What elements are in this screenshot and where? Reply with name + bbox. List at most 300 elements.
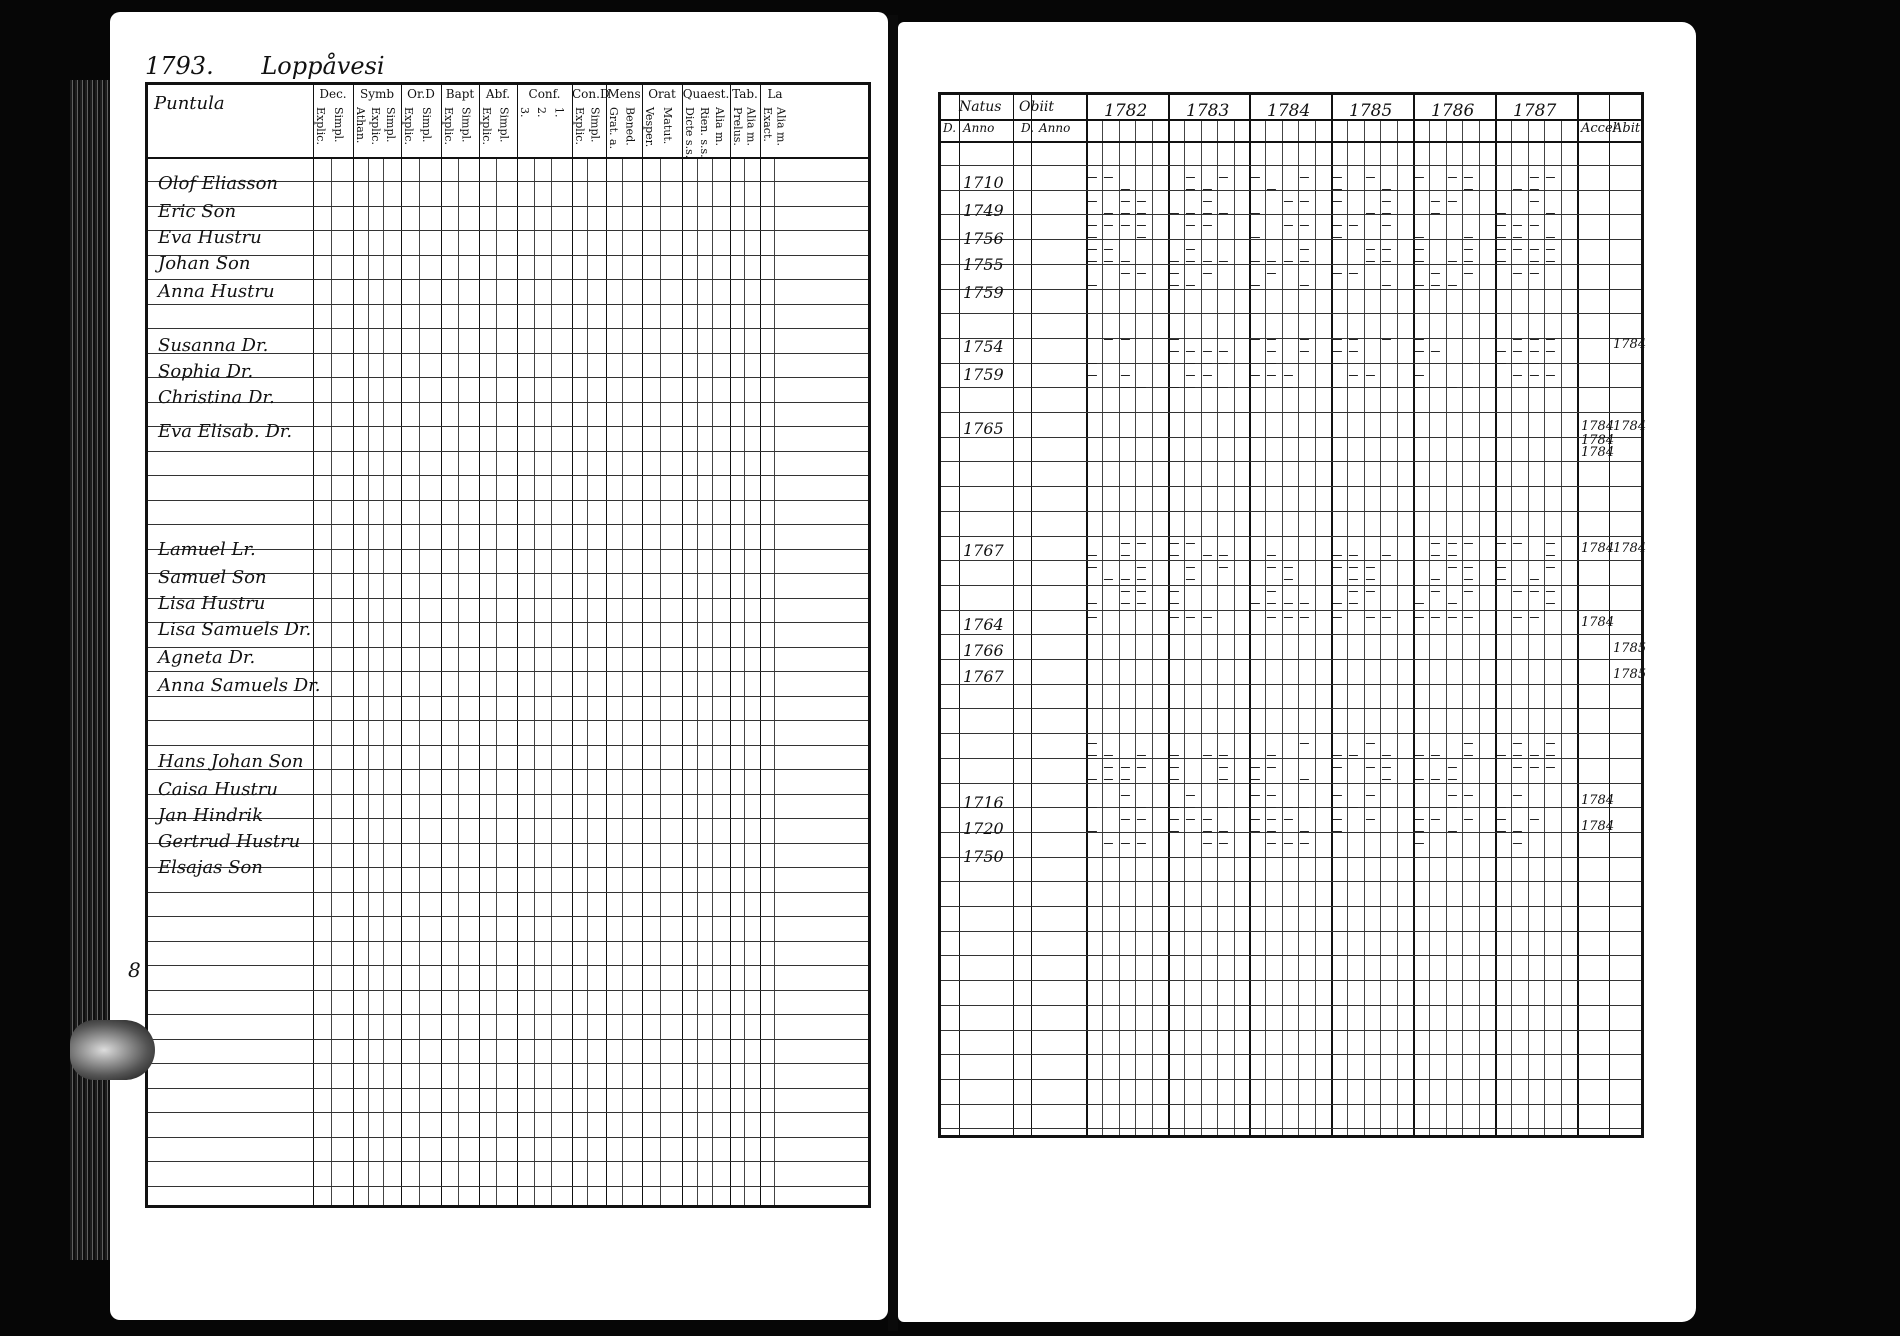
attendance-mark [1104, 241, 1115, 250]
attendance-mark [1366, 571, 1377, 580]
attendance-mark [1415, 835, 1426, 844]
attendance-mark [1251, 759, 1262, 768]
person-name: Eva Hustru [158, 227, 262, 248]
right-page [898, 22, 1696, 1322]
person-name: Lisa Hustru [158, 593, 266, 614]
attendance-mark [1137, 217, 1148, 226]
column-subheader: Explic. [402, 107, 415, 145]
attendance-mark [1088, 823, 1099, 832]
obiit-anno-header: Anno [1039, 121, 1071, 135]
row-rule [148, 524, 868, 525]
left-page-heading [145, 52, 425, 80]
attendance-mark [1513, 759, 1524, 768]
year-header: 1783 [1186, 101, 1230, 121]
attendance-mark [1366, 241, 1377, 250]
person-name: Lamuel Lr. [158, 539, 256, 560]
attendance-mark [1219, 253, 1230, 262]
attendance-mark [1121, 811, 1132, 820]
row-rule [941, 461, 1641, 462]
left-page [110, 12, 888, 1320]
row-rule [941, 1128, 1641, 1129]
birth-year: 1754 [963, 337, 1004, 356]
attendance-mark [1448, 169, 1459, 178]
column-subheader: Simpl. [420, 107, 434, 143]
attendance-mark [1546, 559, 1557, 568]
attendance-mark [1251, 811, 1262, 820]
attendance-mark [1366, 759, 1377, 768]
attendance-mark [1366, 609, 1377, 618]
subcolumn-divider [774, 157, 775, 1205]
subcolumn-divider [587, 157, 588, 1205]
row-rule [941, 313, 1641, 314]
accessit-year: 1784 [1581, 793, 1615, 808]
person-name: Susanna Dr. [158, 335, 269, 356]
attendance-mark [1497, 343, 1508, 352]
attendance-mark [1088, 559, 1099, 568]
attendance-mark [1219, 559, 1230, 568]
attendance-mark [1366, 559, 1377, 568]
column-subheader: Grat. a. [607, 107, 620, 150]
attendance-mark [1088, 169, 1099, 178]
attendance-mark [1121, 265, 1132, 274]
person-name: Samuel Son [158, 567, 267, 588]
year-subcolumn [1528, 119, 1529, 1135]
attendance-mark [1431, 205, 1442, 214]
column-subheader: Simpl. [384, 107, 397, 143]
person-name: Lisa Samuels Dr. [158, 619, 312, 640]
subcolumn-divider [744, 157, 745, 1205]
attendance-mark [1497, 811, 1508, 820]
first-column-title: Puntula [154, 93, 225, 114]
row-rule [148, 720, 868, 721]
attendance-mark [1267, 265, 1278, 274]
attendance-mark [1203, 835, 1214, 844]
year-subcolumn [1479, 119, 1480, 1135]
thumb [70, 1020, 155, 1080]
attendance-mark [1137, 229, 1148, 238]
attendance-mark [1104, 169, 1115, 178]
attendance-mark [1497, 571, 1508, 580]
natus-anno-header: Anno [963, 121, 995, 135]
row-rule [941, 955, 1641, 956]
row-rule [941, 239, 1641, 240]
person-name: Hans Johan Son [158, 751, 304, 772]
attendance-mark [1513, 747, 1524, 756]
column-divider [959, 95, 960, 1135]
subcolumn-divider [419, 157, 420, 1205]
row-rule [941, 412, 1641, 413]
attendance-mark [1448, 823, 1459, 832]
subcolumn-divider [622, 157, 623, 1205]
attendance-mark [1464, 559, 1475, 568]
column-subheader: Explic. [369, 107, 382, 145]
attendance-mark [1186, 253, 1197, 262]
attendance-mark [1203, 253, 1214, 262]
attendance-mark [1513, 735, 1524, 744]
year-subcolumn [1282, 119, 1283, 1135]
row-rule [148, 304, 868, 305]
attendance-mark [1349, 547, 1360, 556]
attendance-mark [1170, 343, 1181, 352]
attendance-mark [1464, 571, 1475, 580]
column-subheader: Dicte s.s. [683, 107, 696, 159]
attendance-mark [1088, 367, 1099, 376]
attendance-mark [1382, 547, 1393, 556]
attendance-mark [1267, 787, 1278, 796]
attendance-mark [1513, 229, 1524, 238]
attendance-mark [1415, 823, 1426, 832]
column-header: Orat [648, 87, 676, 101]
attendance-mark [1349, 571, 1360, 580]
row-rule [148, 549, 868, 550]
attendance-mark [1219, 759, 1230, 768]
column-header: Bapt [445, 87, 475, 101]
row-rule [941, 733, 1641, 734]
attendance-mark [1333, 193, 1344, 202]
attendance-mark [1464, 253, 1475, 262]
attendance-mark [1251, 367, 1262, 376]
attendance-mark [1088, 547, 1099, 556]
header-rule [941, 141, 1641, 143]
attendance-mark [1219, 343, 1230, 352]
column-subheader: Explic. [573, 107, 586, 145]
row-rule [148, 916, 868, 917]
attendance-mark [1530, 343, 1541, 352]
year-subcolumn [1119, 119, 1120, 1135]
attendance-mark [1366, 787, 1377, 796]
abiit-year: 1784 [1613, 541, 1647, 556]
attendance-mark [1497, 229, 1508, 238]
attendance-mark [1251, 823, 1262, 832]
person-name: Gertrud Hustru [158, 831, 301, 852]
attendance-mark [1546, 205, 1557, 214]
year-header: 1784 [1267, 101, 1311, 121]
column-header: Conf. [528, 87, 561, 101]
column-subheader: Matut. [661, 107, 675, 145]
attendance-mark [1530, 169, 1541, 178]
attendance-mark [1251, 205, 1262, 214]
attendance-mark [1448, 609, 1459, 618]
attendance-mark [1203, 265, 1214, 274]
attendance-mark [1170, 771, 1181, 780]
attendance-mark [1284, 811, 1295, 820]
attendance-mark [1203, 811, 1214, 820]
attendance-mark [1546, 229, 1557, 238]
row-rule [941, 684, 1641, 685]
margin-note: 8 [128, 958, 141, 982]
column-header: La [767, 87, 783, 101]
year-subcolumn [1201, 119, 1202, 1135]
attendance-mark [1546, 367, 1557, 376]
attendance-mark [1137, 205, 1148, 214]
attendance-mark [1121, 547, 1132, 556]
attendance-mark [1382, 609, 1393, 618]
attendance-mark [1448, 771, 1459, 780]
year-divider [1495, 95, 1497, 1135]
attendance-mark [1300, 595, 1311, 604]
attendance-mark [1530, 253, 1541, 262]
attendance-mark [1497, 535, 1508, 544]
attendance-mark [1104, 571, 1115, 580]
abiit-year: 1784 [1613, 419, 1647, 434]
person-name: Elsajas Son [158, 857, 263, 878]
attendance-mark [1448, 787, 1459, 796]
attendance-mark [1513, 367, 1524, 376]
attendance-mark [1186, 277, 1197, 286]
row-rule [148, 1014, 868, 1015]
birth-year: 1766 [963, 641, 1004, 660]
attendance-mark [1333, 811, 1344, 820]
attendance-mark [1088, 253, 1099, 262]
attendance-mark [1464, 229, 1475, 238]
attendance-mark [1366, 811, 1377, 820]
subcolumn-divider [458, 157, 459, 1205]
year-subcolumn [1152, 119, 1153, 1135]
attendance-mark [1104, 253, 1115, 262]
attendance-mark [1546, 547, 1557, 556]
subcolumn-divider [660, 157, 661, 1205]
birth-year: 1765 [963, 419, 1004, 438]
birth-year: 1759 [963, 365, 1004, 384]
attendance-mark [1431, 535, 1442, 544]
accessit-year: 1784 [1581, 819, 1615, 834]
attendance-mark [1284, 367, 1295, 376]
attendance-mark [1382, 771, 1393, 780]
row-rule [148, 671, 868, 672]
attendance-mark [1530, 241, 1541, 250]
column-divider [1031, 95, 1032, 1135]
attendance-mark [1530, 811, 1541, 820]
row-rule [941, 857, 1641, 858]
natus-day-header: D. [943, 121, 957, 135]
attendance-mark [1170, 583, 1181, 592]
attendance-mark [1366, 367, 1377, 376]
attendance-mark [1137, 595, 1148, 604]
attendance-mark [1121, 583, 1132, 592]
row-rule [941, 486, 1641, 487]
attendance-mark [1137, 747, 1148, 756]
row-rule [941, 437, 1641, 438]
subcolumn-divider [551, 157, 552, 1205]
row-rule [148, 451, 868, 452]
attendance-mark [1448, 559, 1459, 568]
attendance-mark [1431, 583, 1442, 592]
row-rule [941, 214, 1641, 215]
attendance-mark [1170, 595, 1181, 604]
attendance-mark [1284, 595, 1295, 604]
attendance-mark [1088, 217, 1099, 226]
attendance-mark [1170, 265, 1181, 274]
column-subheader: 1. [552, 107, 566, 118]
attendance-mark [1284, 835, 1295, 844]
year-subcolumn [1462, 119, 1463, 1135]
column-header: Mens [607, 87, 641, 101]
column-header: Symb [359, 87, 395, 101]
attendance-mark [1170, 747, 1181, 756]
column-divider [441, 85, 442, 1205]
accessit-year: 1784 [1581, 541, 1615, 556]
attendance-mark [1546, 759, 1557, 768]
attendance-mark [1186, 571, 1197, 580]
attendance-mark [1546, 241, 1557, 250]
birth-year: 1767 [963, 667, 1004, 686]
attendance-mark [1170, 547, 1181, 556]
attendance-mark [1088, 609, 1099, 618]
attendance-mark [1170, 811, 1181, 820]
attendance-mark [1349, 595, 1360, 604]
column-subheader: 3. [518, 107, 531, 118]
row-rule [148, 965, 868, 966]
attendance-mark [1448, 759, 1459, 768]
attendance-mark [1300, 193, 1311, 202]
attendance-mark [1203, 343, 1214, 352]
obiit-header: Obiit [1019, 99, 1055, 115]
column-subheader: Rien. s.s. [698, 107, 711, 158]
abiit-year: 1785 [1613, 667, 1647, 682]
attendance-mark [1186, 367, 1197, 376]
attendance-mark [1546, 747, 1557, 756]
attendance-mark [1415, 277, 1426, 286]
birth-year: 1716 [963, 793, 1004, 812]
column-divider [1013, 95, 1014, 1135]
row-rule [148, 1063, 868, 1064]
column-subheader: Prelus. [731, 107, 744, 146]
attendance-mark [1219, 547, 1230, 556]
attendance-mark [1267, 367, 1278, 376]
row-rule [941, 1104, 1641, 1105]
attendance-mark [1513, 835, 1524, 844]
abiit-header: Abit. [1613, 121, 1645, 136]
obiit-day-header: D. [1021, 121, 1035, 135]
attendance-mark [1170, 759, 1181, 768]
row-rule [941, 1054, 1641, 1055]
attendance-mark [1513, 609, 1524, 618]
birth-year: 1764 [963, 615, 1004, 634]
column-divider [313, 85, 314, 1205]
attendance-mark [1088, 747, 1099, 756]
subcolumn-divider [697, 157, 698, 1205]
attendance-mark [1203, 367, 1214, 376]
attendance-mark [1431, 571, 1442, 580]
attendance-mark [1088, 229, 1099, 238]
subcolumn-divider [331, 157, 332, 1205]
attendance-mark [1186, 169, 1197, 178]
attendance-mark [1203, 193, 1214, 202]
year-subcolumn [1234, 119, 1235, 1135]
attendance-mark [1137, 811, 1148, 820]
attendance-mark [1121, 205, 1132, 214]
column-subheader: Simpl. [459, 107, 473, 143]
attendance-mark [1530, 759, 1541, 768]
attendance-mark [1333, 787, 1344, 796]
attendance-mark [1530, 747, 1541, 756]
attendance-mark [1203, 747, 1214, 756]
column-subheader: Explic. [314, 107, 327, 145]
attendance-mark [1382, 253, 1393, 262]
attendance-mark [1121, 835, 1132, 844]
row-rule [148, 1137, 868, 1138]
attendance-mark [1137, 535, 1148, 544]
column-header: Dec. [319, 87, 347, 101]
column-subheader: 2. [535, 107, 549, 118]
attendance-mark [1415, 253, 1426, 262]
row-rule [148, 1039, 868, 1040]
year-subcolumn [1380, 119, 1381, 1135]
attendance-mark [1431, 609, 1442, 618]
attendance-mark [1121, 787, 1132, 796]
year-header: 1782 [1104, 101, 1148, 121]
attendance-mark [1088, 771, 1099, 780]
attendance-mark [1431, 277, 1442, 286]
attendance-mark [1137, 571, 1148, 580]
attendance-mark [1300, 835, 1311, 844]
subcolumn-divider [534, 157, 535, 1205]
attendance-mark [1513, 265, 1524, 274]
person-name: Anna Samuels Dr. [158, 675, 321, 696]
column-divider [572, 85, 573, 1205]
abiit-year: 1784 [1613, 337, 1647, 352]
row-rule [148, 1161, 868, 1162]
header-rule [941, 119, 1641, 121]
attendance-mark [1530, 217, 1541, 226]
attendance-mark [1448, 277, 1459, 286]
attendance-mark [1088, 241, 1099, 250]
attendance-mark [1137, 559, 1148, 568]
attendance-mark [1415, 609, 1426, 618]
year-subcolumn [1397, 119, 1398, 1135]
attendance-mark [1267, 559, 1278, 568]
birth-year: 1755 [963, 255, 1004, 274]
row-rule [148, 990, 868, 991]
attendance-mark [1366, 253, 1377, 262]
attendance-mark [1186, 787, 1197, 796]
attendance-mark [1186, 559, 1197, 568]
attendance-mark [1382, 747, 1393, 756]
attendance-mark [1546, 253, 1557, 262]
attendance-mark [1530, 265, 1541, 274]
attendance-mark [1186, 535, 1197, 544]
attendance-mark [1464, 811, 1475, 820]
attendance-mark [1284, 571, 1295, 580]
attendance-mark [1251, 169, 1262, 178]
attendance-mark [1431, 547, 1442, 556]
column-divider [642, 85, 643, 1205]
attendance-mark [1333, 759, 1344, 768]
heading-parish: Loppåvesi [261, 52, 385, 80]
attendance-mark [1431, 811, 1442, 820]
attendance-mark [1530, 181, 1541, 190]
attendance-mark [1284, 609, 1295, 618]
attendance-mark [1170, 609, 1181, 618]
person-name: Jan Hindrik [158, 805, 264, 826]
column-divider [606, 85, 607, 1205]
attendance-mark [1300, 169, 1311, 178]
year-subcolumn [1315, 119, 1316, 1135]
attendance-mark [1513, 583, 1524, 592]
subcolumn-divider [383, 157, 384, 1205]
attendance-mark [1415, 595, 1426, 604]
column-divider [517, 85, 518, 1205]
row-rule [148, 647, 868, 648]
year-subcolumn [1102, 119, 1103, 1135]
accessit-year: 1784 [1581, 615, 1615, 630]
attendance-mark [1251, 229, 1262, 238]
column-header: Quaest. [682, 87, 730, 101]
row-rule [148, 892, 868, 893]
attendance-mark [1186, 609, 1197, 618]
accessit-year: 1784 [1581, 433, 1615, 448]
attendance-mark [1203, 547, 1214, 556]
